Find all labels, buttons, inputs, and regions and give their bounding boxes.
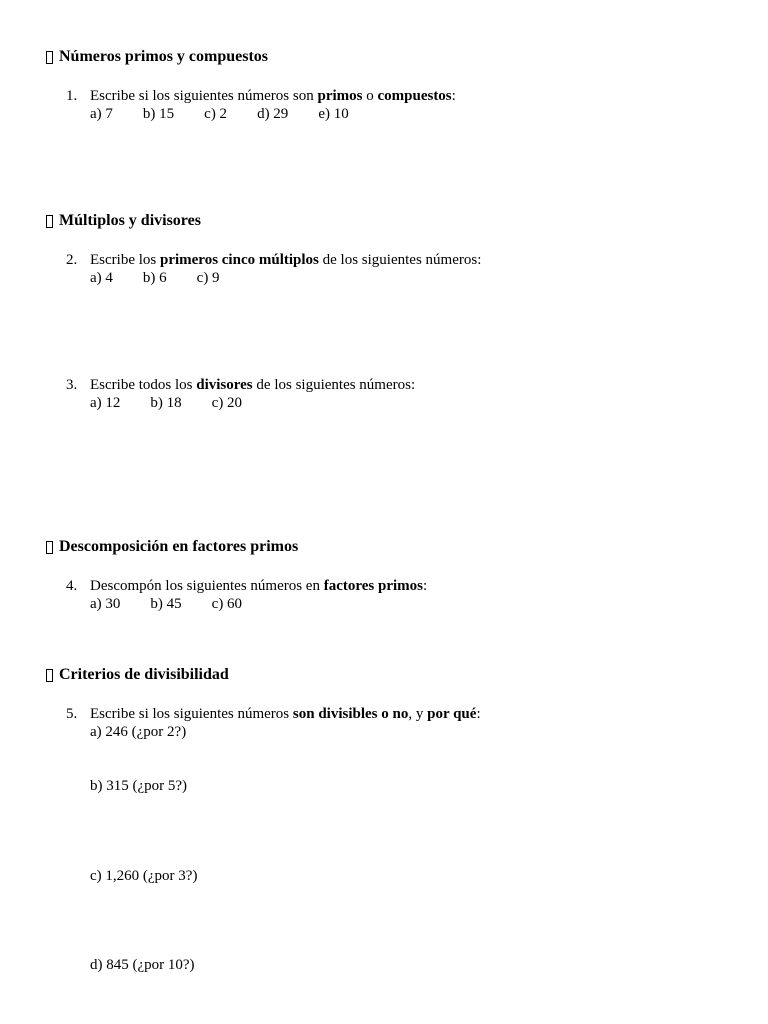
option-item: c) 2 xyxy=(204,106,228,122)
question-emphasis: por qué xyxy=(427,706,477,722)
question-number: 3. xyxy=(66,377,78,393)
question-number: 4. xyxy=(66,578,78,594)
sub-question-d: d) 845 (¿por 10?) xyxy=(90,957,195,973)
question-text: Escribe los xyxy=(90,252,160,268)
question-emphasis: divisores xyxy=(196,377,253,393)
section-title-text: Múltiplos y divisores xyxy=(59,212,201,229)
sub-question-c: c) 1,260 (¿por 3?) xyxy=(90,868,198,884)
question-text: Escribe todos los xyxy=(90,377,197,393)
option-item: a) 4 xyxy=(90,270,113,286)
option-item: a) 12 xyxy=(90,395,121,411)
option-item: d) 29 xyxy=(257,106,289,122)
option-item: b) 6 xyxy=(142,270,167,286)
option-item: b) 15 xyxy=(142,106,175,122)
option-list xyxy=(66,595,427,613)
question-2 xyxy=(66,251,481,287)
question-number: 1. xyxy=(66,88,78,104)
option-list xyxy=(66,105,456,123)
option-item: c) 9 xyxy=(196,270,220,286)
question-number: 2. xyxy=(66,252,78,268)
section-title-multiplos xyxy=(46,211,201,231)
question-emphasis: primos xyxy=(317,88,363,104)
box-icon xyxy=(46,215,53,228)
question-text: de los siguientes números: xyxy=(252,377,416,393)
question-emphasis: son divisibles o no xyxy=(292,706,409,722)
section-title-criterios xyxy=(46,665,229,685)
box-icon xyxy=(46,541,53,554)
option-list xyxy=(66,269,481,287)
question-number: 5. xyxy=(66,706,78,722)
option-item: c) 60 xyxy=(211,596,243,612)
question-text: : xyxy=(451,88,456,104)
question-text: : xyxy=(423,578,428,594)
option-item: b) 18 xyxy=(150,395,182,411)
option-list xyxy=(66,394,415,412)
question-text: , y xyxy=(408,706,428,722)
question-4 xyxy=(66,577,427,613)
sub-question-a: a) 246 (¿por 2?) xyxy=(90,724,187,740)
question-text: Descompón los siguientes números en xyxy=(90,578,324,594)
option-item: a) 7 xyxy=(90,106,113,122)
option-item: b) 45 xyxy=(150,596,182,612)
section-title-primos xyxy=(46,47,268,67)
question-emphasis: factores primos xyxy=(323,578,423,594)
section-title-factores xyxy=(46,537,298,557)
question-emphasis: primeros cinco múltiplos xyxy=(159,252,319,268)
option-item: a) 30 xyxy=(90,596,121,612)
question-text: Escribe si los siguientes números son xyxy=(90,88,318,104)
question-3 xyxy=(66,376,415,412)
option-item: c) 20 xyxy=(211,395,243,411)
question-text: : xyxy=(476,706,481,722)
box-icon xyxy=(46,51,53,64)
option-item: e) 10 xyxy=(318,106,349,122)
section-title-text: Números primos y compuestos xyxy=(59,48,269,65)
question-text: Escribe si los siguientes números xyxy=(90,706,293,722)
question-emphasis: compuestos xyxy=(377,88,452,104)
question-5 xyxy=(66,705,481,723)
section-title-text: Descomposición en factores primos xyxy=(59,538,299,555)
section-title-text: Criterios de divisibilidad xyxy=(59,666,229,683)
question-text: de los siguientes números: xyxy=(318,252,482,268)
question-1 xyxy=(66,87,456,123)
sub-question-b: b) 315 (¿por 5?) xyxy=(90,778,188,794)
box-icon xyxy=(46,669,53,682)
question-text: o xyxy=(362,88,378,104)
